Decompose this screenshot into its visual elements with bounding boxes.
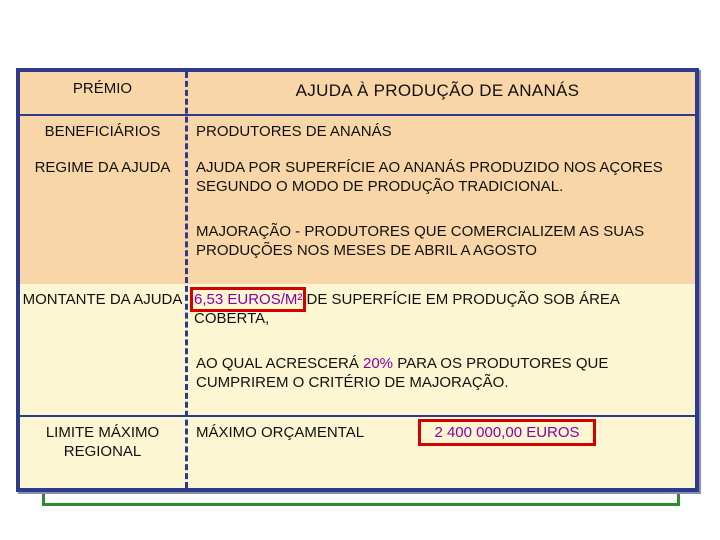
regime-value-2: MAJORAÇÃO - PRODUTORES QUE COMERCIALIZEM AS SUAS PRODUÇÕES NOS MESES DE ABRIL A AGOSTO bbox=[196, 223, 645, 259]
amount-highlight: 6,53 EUROS/M² bbox=[194, 291, 303, 308]
limite-amount: 2 400 000,00 EUROS bbox=[422, 423, 592, 442]
limite-value: MÁXIMO ORÇAMENTAL bbox=[196, 424, 365, 441]
header-label: PRÉMIO bbox=[72, 80, 133, 97]
montante-value bbox=[194, 290, 684, 328]
header-title: AJUDA À PRODUÇÃO DE ANANÁS bbox=[295, 81, 580, 100]
column-divider bbox=[185, 72, 188, 488]
majoracao-pre: AO QUAL ACRESCERÁ bbox=[196, 355, 363, 372]
row-divider-1 bbox=[20, 114, 695, 116]
beneficiarios-value: PRODUTORES DE ANANÁS bbox=[196, 123, 392, 140]
regime-value-1: AJUDA POR SUPERFÍCIE AO ANANÁS PRODUZIDO NOS AÇORES SEGUNDO O MODO DE PRODUÇÃO TRADICIONAL. bbox=[196, 159, 663, 195]
majoracao-post: PARA OS PRODUTORES QUE CUMPRIREM O CRITÉRIO DE MAJORAÇÃO. bbox=[196, 355, 609, 391]
majoracao-percent: 20% bbox=[363, 355, 394, 372]
regime-label: REGIME DA AJUDA bbox=[34, 159, 171, 176]
majoracao-value bbox=[196, 354, 686, 392]
montante-label: MONTANTE DA AJUDA bbox=[22, 291, 183, 308]
limite-label: LIMITE MÁXIMO REGIONAL bbox=[45, 424, 160, 460]
montante-rest: DE SUPERFÍCIE EM PRODUÇÃO SOB ÁREA COBERTA, bbox=[194, 291, 620, 327]
row-divider-2 bbox=[20, 415, 695, 417]
aid-table bbox=[16, 68, 699, 492]
beneficiarios-label: BENEFICIÁRIOS bbox=[44, 123, 161, 140]
